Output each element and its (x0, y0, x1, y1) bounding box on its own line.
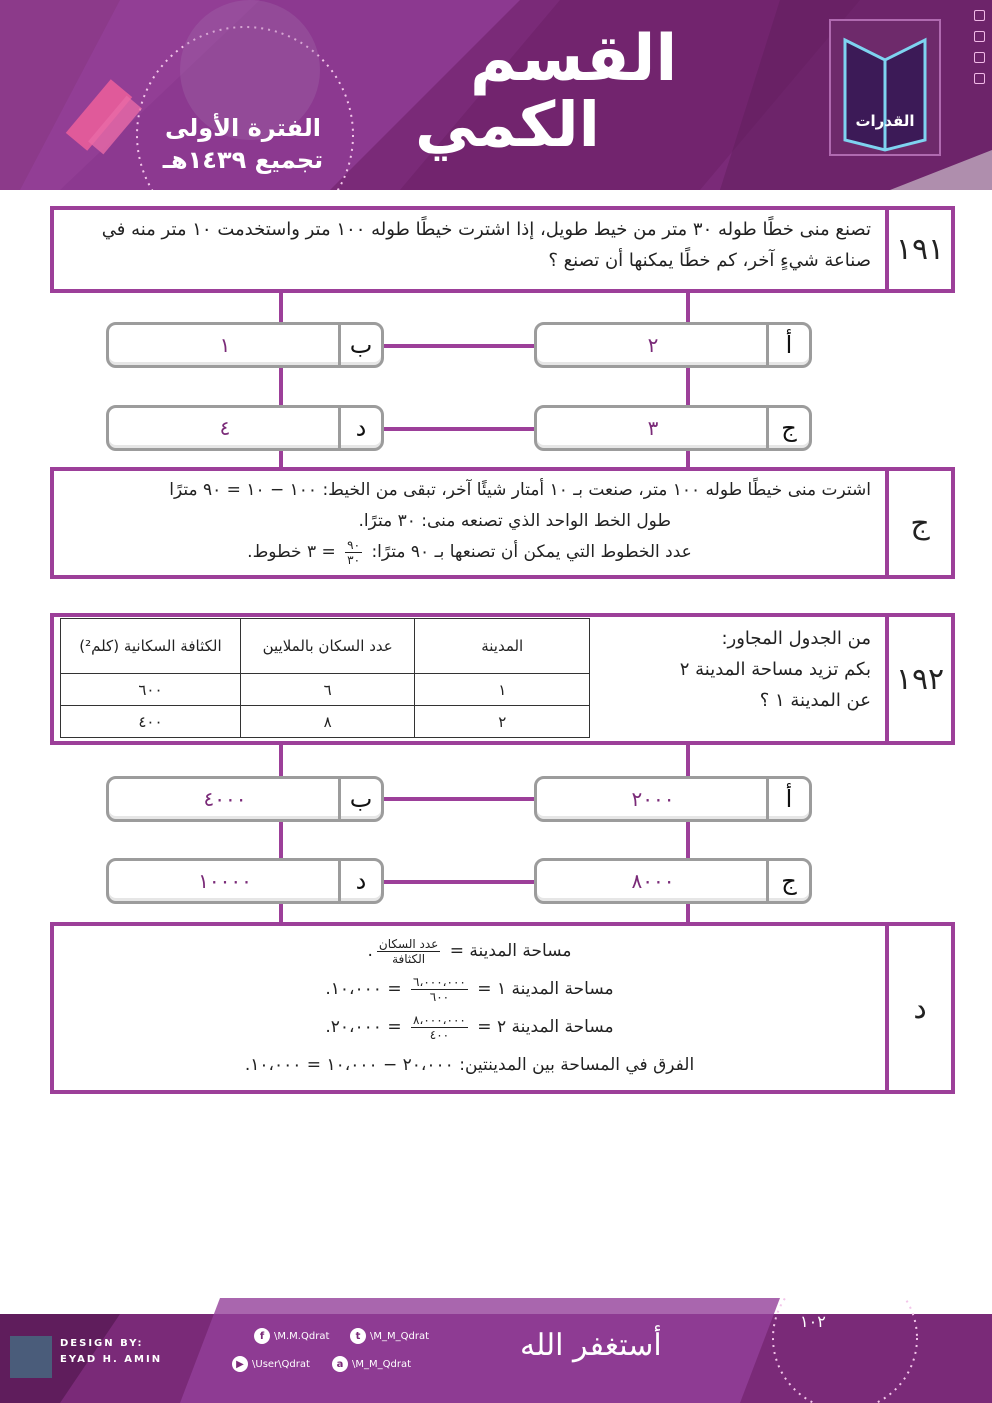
option-d[interactable] (106, 858, 384, 904)
ask-icon: a (332, 1356, 348, 1372)
option-d[interactable] (106, 405, 384, 451)
connector (383, 427, 535, 431)
question-number: ١٩٢ (885, 617, 951, 741)
option-b[interactable] (106, 776, 384, 822)
table-row (61, 674, 590, 706)
fraction-denominator: ٦٠٠ (429, 989, 450, 1004)
period-line2: تجميع ١٤٣٩هـ (162, 146, 324, 174)
option-value: ٨٠٠٠ (631, 869, 675, 893)
question-text (599, 617, 885, 741)
page-number: ١٠٢ (800, 1312, 826, 1331)
option-value: ٢ (647, 333, 659, 357)
option-value: ١٠٠٠٠ (198, 869, 252, 893)
facebook-link[interactable] (254, 1328, 329, 1344)
connector (686, 368, 690, 408)
option-a[interactable] (534, 776, 812, 822)
formula-label: مساحة المدينة ٢ = (477, 1017, 614, 1037)
fraction (411, 975, 468, 1004)
connector (686, 292, 690, 326)
fraction-denominator: ٣٠ (347, 552, 361, 567)
solution-line: اشترت منى خيطًا طوله ١٠٠ متر، صنعت بـ ١٠ أمتار شيئًا آخر، تبقى من الخيط: ١٠٠ − ١٠ = ٩٠ مترًا (169, 480, 871, 500)
formula-result: = ١٠،٠٠٠. (325, 979, 402, 999)
table-cell: ٦٠٠ (61, 674, 241, 706)
question-line: عن المدينة ١ ؟ (759, 690, 871, 711)
solution-line: طول الخط الواحد الذي تصنعه منى: ٣٠ مترًا. (358, 511, 671, 531)
solution-191-box (50, 467, 955, 579)
fraction-denominator: ٤٠٠ (429, 1027, 450, 1042)
table-row (61, 706, 590, 738)
option-letter: ب (338, 779, 381, 819)
fraction-numerator: ٦،٠٠٠،٠٠٠ (413, 974, 466, 989)
solution-line: مساحة المدينة = عدد السكان الكثافة . (367, 936, 572, 966)
fraction-numerator: ٩٠ (347, 537, 361, 552)
youtube-link[interactable] (232, 1356, 310, 1372)
connector (279, 744, 283, 778)
option-b[interactable] (106, 322, 384, 368)
page-header (0, 0, 992, 190)
table-cell: ١ (415, 674, 590, 706)
option-letter: أ (766, 779, 809, 819)
fraction-numerator: ٨،٠٠٠،٠٠٠ (413, 1012, 466, 1027)
designer-name: EYAD H. AMIN (60, 1354, 163, 1365)
connector (279, 368, 283, 408)
decorative-squares (974, 10, 986, 94)
twitter-handle: \M_M_Qdrat (370, 1330, 430, 1342)
option-c[interactable] (534, 858, 812, 904)
option-value: ٤ (219, 416, 231, 440)
solution-line (68, 537, 871, 568)
option-letter: د (338, 861, 381, 901)
formula-label: مساحة المدينة ١ = (477, 979, 614, 999)
question-number: ١٩١ (885, 210, 951, 289)
option-a[interactable] (534, 322, 812, 368)
fraction-numerator: عدد السكان (378, 936, 439, 951)
connector (383, 880, 535, 884)
option-letter: د (338, 408, 381, 448)
question-191-box (50, 206, 955, 293)
ask-link[interactable] (332, 1356, 411, 1372)
designer-credit (60, 1336, 162, 1368)
ask-handle: \M_M_Qdrat (352, 1358, 412, 1370)
period-line1: الفترة الأولى (164, 114, 322, 142)
option-letter: أ (766, 325, 809, 365)
youtube-icon: ▶ (232, 1356, 248, 1372)
connector (686, 744, 690, 778)
table-cell: ٤٠٠ (61, 706, 241, 738)
answer-letter: ج (885, 471, 951, 575)
connector (383, 797, 535, 801)
solution-192-box (50, 922, 955, 1094)
option-value: ٣ (647, 416, 659, 440)
answer-letter: د (885, 926, 951, 1090)
fraction (377, 937, 440, 966)
table-cell: ٢ (415, 706, 590, 738)
connector (383, 344, 535, 348)
fraction (345, 538, 362, 567)
option-letter: ج (766, 861, 809, 901)
option-value: ٤٠٠٠ (203, 787, 247, 811)
data-table (60, 618, 590, 738)
twitter-icon: t (350, 1328, 366, 1344)
table-header: الكثافة السكانية (كلم²) (61, 619, 241, 674)
page-footer (0, 1298, 992, 1403)
solution-line: الفرق في المساحة بين المدينتين: ٢٠،٠٠٠ − ١٠،٠٠٠ = ١٠،٠٠٠. (244, 1055, 695, 1075)
design-by-label: DESIGN BY: (60, 1338, 144, 1349)
table-cell: ٨ (240, 706, 415, 738)
calligraphy: أستغفر الله (520, 1328, 662, 1363)
connector (279, 292, 283, 326)
table-header-row (61, 619, 590, 674)
option-c[interactable] (534, 405, 812, 451)
solution-line-result: = ٣ خطوط. (247, 542, 336, 562)
connector (279, 902, 283, 924)
table-header: المدينة (415, 619, 590, 674)
option-value: ٢٠٠٠ (631, 787, 675, 811)
connector (686, 902, 690, 924)
header-title-line2: الكمي (415, 88, 600, 161)
solution-text (54, 471, 885, 575)
question-line: من الجدول المجاور: (721, 628, 871, 649)
table-cell: ٦ (240, 674, 415, 706)
connector (686, 820, 690, 860)
question-text: تصنع منى خطًا طوله ٣٠ متر من خيط طويل، إذا اشترت خيطًا طوله ١٠٠ متر واستخدمت ١٠ متر منه في صناعة شيءٍ آخر، كم خطًا يمكنها أن تصنع ؟ (101, 219, 871, 271)
solution-text (54, 926, 885, 1090)
facebook-handle: \M.M.Qdrat (274, 1330, 330, 1342)
solution-line-text: عدد الخطوط التي يمكن أن تصنعها بـ ٩٠ مترًا: (371, 542, 692, 562)
formula-result: = ٢٠،٠٠٠. (325, 1017, 402, 1037)
fraction-denominator: الكثافة (392, 951, 426, 966)
table-header: عدد السكان بالملايين (240, 619, 415, 674)
header-title-line1: القسم (470, 22, 678, 96)
logo-text: القدرات (855, 112, 915, 130)
facebook-icon: f (254, 1328, 270, 1344)
youtube-handle: \User\Qdrat (252, 1358, 310, 1370)
question-line: بكم تزيد مساحة المدينة ٢ (679, 659, 871, 680)
twitter-link[interactable] (350, 1328, 429, 1344)
option-letter: ب (338, 325, 381, 365)
option-value: ١ (219, 333, 231, 357)
solution-line (68, 1008, 871, 1046)
option-letter: ج (766, 408, 809, 448)
period-label (138, 112, 348, 176)
formula-label: مساحة المدينة = (449, 941, 572, 961)
fraction (411, 1013, 468, 1042)
solution-line (68, 970, 871, 1008)
connector (279, 820, 283, 860)
